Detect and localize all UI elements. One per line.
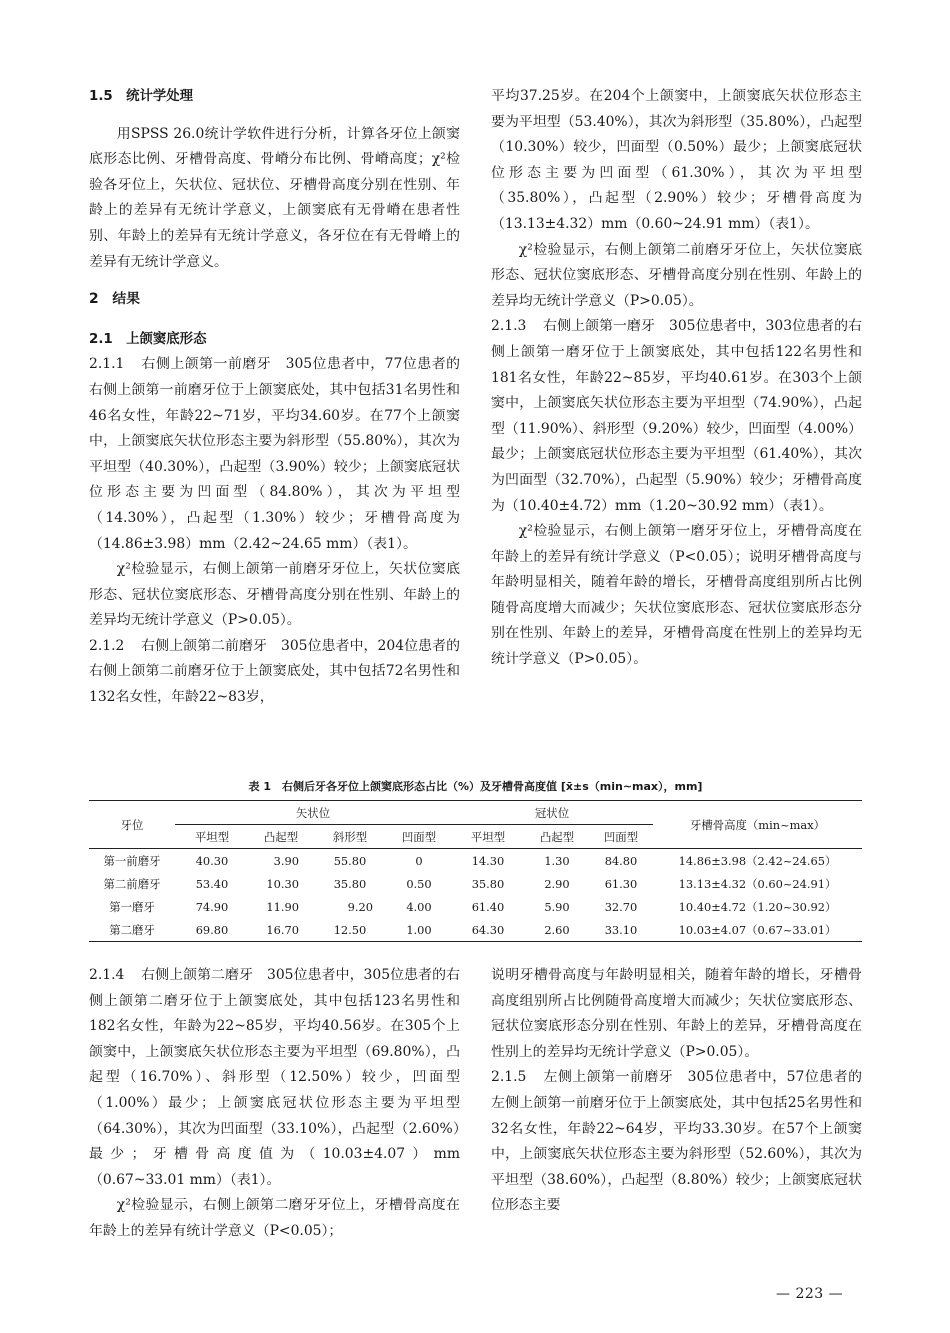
left-column-bottom — [89, 963, 460, 1245]
table-row — [89, 872, 862, 895]
cell-value: 11.90 — [266, 899, 299, 914]
paragraph-text: 右侧上颌第二磨牙 305位患者中，305位患者的右侧上颌第二磨牙位于上颌窦底处，其中包括123名男性和182名女性，年龄为22~85岁，平均40.56岁。在305个上颌窦中，上颌窦底矢状位形态主要为平坦型（69.80%），凸起型（16.70%）、斜形型（12.50%）较少，凹面型（1.00%）最少；上颌窦底冠状位形态主要为平坦型（64.30%），其次为凹面型（33.10%），凸起型（2.60%）最少；牙槽骨高度值为（10.03±4.07）mm（0.67~33.01 mm）（表1）。 — [89, 967, 460, 1188]
section-number: 2.1.3 — [491, 318, 527, 335]
cell-height: 14.86±3.98（2.42~24.65） — [678, 853, 837, 868]
table-caption: 表 1 右侧后牙各牙位上颌窦底形态占比（%）及牙槽骨高度值 [x̄±s（min~max），mm] — [248, 780, 703, 793]
paragraph-text: 左侧上颌第一前磨牙 305位患者中，57位患者的左侧上颌第一前磨牙位于上颌窦底处，其中包括25名男性和32名女性，年龄22~64岁，平均33.30岁。在57个上颌窦中，上颌窦底矢状位形态主要为斜形型（52.60%），其次为平坦型（38.60%），凸起型（8.80%）较少；上颌窦底冠状位形态主要 — [491, 1069, 862, 1214]
cell-value: 4.00 — [406, 899, 432, 914]
paragraph-2-1-1 — [89, 352, 460, 557]
paragraph-2-1-3 — [491, 314, 862, 519]
subheader-cor-concave: 凹面型 — [589, 825, 653, 849]
cell-value: 55.80 — [333, 853, 367, 868]
cell-tooth: 第二磨牙 — [89, 918, 175, 942]
page-number: — 223 — — [776, 1286, 844, 1302]
paragraph-2-1-5 — [491, 1065, 862, 1219]
paragraph-2-1-2 — [89, 634, 460, 711]
cell-value: 69.80 — [175, 918, 249, 942]
cell-value: 33.10 — [589, 918, 653, 942]
cell-value: 0.50 — [406, 876, 432, 891]
cell-value: 53.40 — [195, 876, 229, 891]
subheader-cor-flat: 平坦型 — [451, 825, 525, 849]
header-sagittal: 矢状位 — [175, 801, 451, 825]
right-column-top — [491, 84, 862, 673]
section-1-5-heading: 1.5 统计学处理 — [89, 89, 194, 104]
section-2-heading: 2 结果 — [89, 291, 140, 308]
cell-height: 10.03±4.07（0.67~33.01） — [653, 918, 862, 942]
left-column-top — [89, 84, 460, 711]
paragraph-2-1-2-chi: χ²检验显示，右侧上颌第二前磨牙牙位上，矢状位窦底形态、冠状位窦底形态、牙槽骨高度分别在性别、年龄上的差异均无统计学意义（P>0.05）。 — [491, 241, 862, 309]
cell-value: 35.80 — [333, 876, 367, 891]
section-2-1-heading: 2.1 上颌窦底形态 — [89, 331, 207, 347]
paragraph-2-1-4-cont: 说明牙槽骨高度与年龄明显相关，随着年龄的增长，牙槽骨高度组别所占比例随骨高度增大而减少；矢状位窦底形态、冠状位窦底形态分别在性别、年龄上的差异，牙槽骨高度在性别上的差异均无统计学意义（P>0.05）。 — [491, 967, 862, 1060]
paragraph-2-1-4 — [89, 963, 460, 1193]
table-header-row — [89, 801, 862, 825]
cell-value: 74.90 — [195, 899, 229, 914]
cell-value: 35.80 — [471, 876, 505, 891]
cell-value: 61.30 — [604, 876, 638, 891]
cell-value: 64.30 — [451, 918, 525, 942]
cell-value: 3.90 — [273, 853, 299, 868]
paragraph-2-1-3-chi: χ²检验显示，右侧上颌第一磨牙牙位上，牙槽骨高度在年龄上的差异有统计学意义（P<0.05）；说明牙槽骨高度与年龄明显相关，随着年龄的增长，牙槽骨高度组别所占比例随骨高度增大而减少；矢状位窦底形态、冠状位窦底形态分别在性别、年龄上的差异，牙槽骨高度在性别上的差异均无统计学意义（P>0.05）。 — [491, 523, 862, 668]
cell-height: 13.13±4.32（0.60~24.91） — [678, 876, 837, 891]
subheader-sag-oblique: 斜形型 — [313, 825, 387, 849]
paragraph-text: 右侧上颌第二前磨牙 305位患者中，204位患者的右侧上颌第二前磨牙位于上颌窦底处，其中包括72名男性和132名女性，年龄22~83岁， — [89, 637, 460, 706]
table-row — [89, 849, 862, 873]
right-column-bottom — [491, 963, 862, 1219]
section-number: 2.1.4 — [89, 967, 125, 983]
cell-value: 61.40 — [471, 899, 505, 914]
cell-value: 12.50 — [313, 918, 387, 942]
cell-value: 84.80 — [604, 853, 638, 868]
paragraph-text: 右侧上颌第一前磨牙 305位患者中，77位患者的右侧上颌第一前磨牙位于上颌窦底处，其中包括31名男性和46名女性，年龄22~71岁，平均34.60岁。在77个上颌窦中，上颌窦底矢状位形态主要为斜形型（55.80%），其次为平坦型（40.30%），凸起型（3.90%）较少；上颌窦底冠状位形态主要为凹面型（84.80%），其次为平坦型（14.30%），凸起型（1.30%）较少；牙槽骨高度为（14.86±3.98）mm（2.42~24.65 mm）（表1）。 — [89, 356, 460, 552]
cell-value: 2.60 — [525, 918, 589, 942]
cell-value: 0 — [415, 853, 423, 868]
subheader-sag-concave: 凹面型 — [387, 825, 451, 849]
paragraph-1-5: 用SPSS 26.0统计学软件进行分析，计算各牙位上颌窦底形态比例、牙槽骨高度、骨嵴分布比例、骨嵴高度；χ²检验各牙位上，矢状位、冠状位、牙槽骨高度分别在性别、年龄上的差异有无统计学意义，上颌窦底有无骨嵴在患者性别、年龄上的差异有无统计学意义，各牙位在有无骨嵴上的差异有无统计学意义。 — [89, 125, 460, 270]
cell-value: 1.30 — [544, 853, 570, 868]
subheader-sag-convex: 凸起型 — [249, 825, 313, 849]
cell-value: 16.70 — [249, 918, 313, 942]
paragraph-2-1-4-chi: χ²检验显示，右侧上颌第二磨牙牙位上，牙槽骨高度在年龄上的差异有统计学意义（P<0.05）； — [89, 1197, 460, 1239]
table-row — [89, 918, 862, 942]
cell-tooth: 第二前磨牙 — [103, 876, 161, 891]
paragraph-text: 右侧上颌第一磨牙 305位患者中，303位患者的右侧上颌第一磨牙位于上颌窦底处，其中包括122名男性和181名女性，年龄22~85岁，平均40.61岁。在303个上颌窦中，上颌窦底矢状位形态主要为平坦型（74.90%），凸起型（11.90%）、斜形型（9.20%）较少，凹面型（4.00%）最少；上颌窦底冠状位形态主要为平坦型（61.40%），其次为凹面型（32.70%），凸起型（5.90%）较少；牙槽骨高度为（10.40±4.72）mm（1.20~30.92 mm）（表1）。 — [491, 318, 862, 514]
cell-tooth: 第一前磨牙 — [103, 853, 161, 868]
cell-value: 5.90 — [544, 899, 570, 914]
table-1 — [89, 778, 862, 942]
cell-value: 2.90 — [544, 876, 570, 891]
cell-value: 1.00 — [387, 918, 451, 942]
data-table — [89, 800, 862, 942]
header-height: 牙槽骨高度（min~max） — [653, 801, 862, 849]
cell-height: 10.40±4.72（1.20~30.92） — [678, 899, 837, 914]
cell-value: 40.30 — [195, 853, 229, 868]
cell-value: 14.30 — [471, 853, 505, 868]
paragraph-2-1-2-cont: 平均37.25岁。在204个上颌窦中，上颌窦底矢状位形态主要为平坦型（53.40%），其次为斜形型（35.80%），凸起型（10.30%）较少，凹面型（0.50%）最少；上颌窦底冠状位形态主要为凹面型（61.30%），其次为平坦型（35.80%），凸起型（2.90%）较少；牙槽骨高度为（13.13±4.32）mm（0.60~24.91 mm）（表1）。 — [491, 88, 862, 232]
subheader-cor-convex: 凸起型 — [525, 825, 589, 849]
paragraph-2-1-1-chi: χ²检验显示，右侧上颌第一前磨牙牙位上，矢状位窦底形态、冠状位窦底形态、牙槽骨高度分别在性别、年龄上的差异均无统计学意义（P>0.05）。 — [89, 561, 460, 629]
section-number: 2.1.2 — [89, 637, 125, 654]
cell-value: 9.20 — [347, 899, 373, 914]
cell-value: 32.70 — [604, 899, 638, 914]
cell-value: 10.30 — [266, 876, 299, 891]
cell-tooth: 第一磨牙 — [109, 899, 155, 914]
section-number: 2.1.1 — [89, 356, 125, 373]
header-coronal: 冠状位 — [451, 801, 653, 825]
section-number: 2.1.5 — [491, 1069, 527, 1086]
header-tooth: 牙位 — [89, 801, 175, 849]
table-row — [89, 895, 862, 918]
subheader-sag-flat: 平坦型 — [175, 825, 249, 849]
